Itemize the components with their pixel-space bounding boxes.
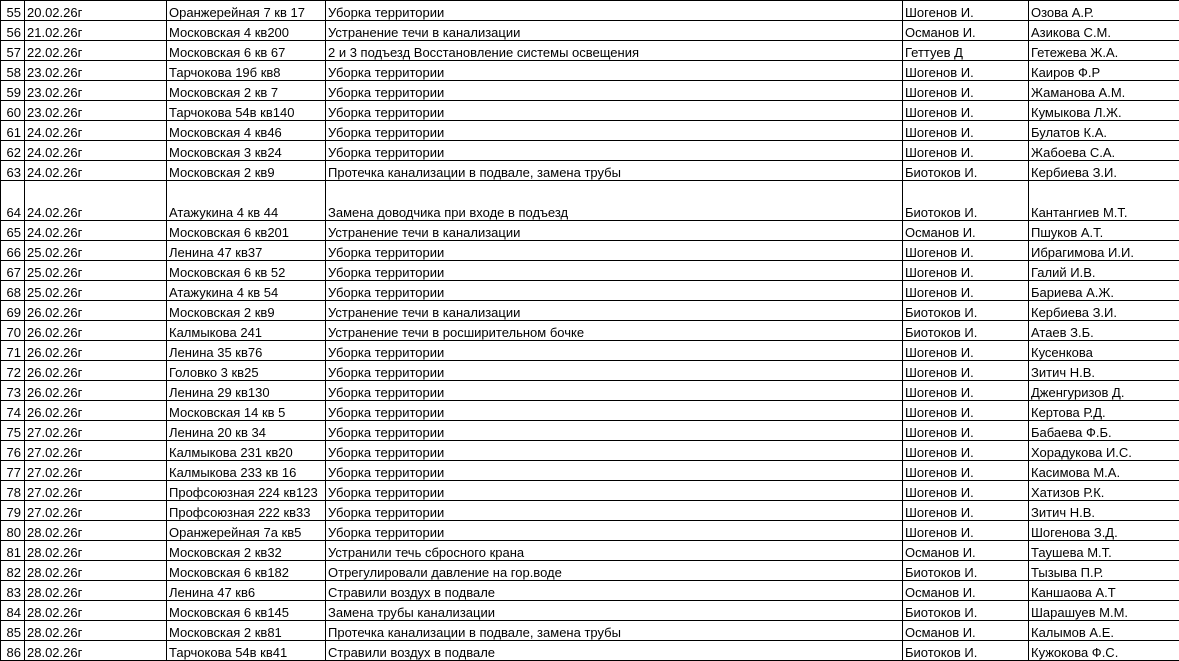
address-cell[interactable]: Атажукина 4 кв 44 [167, 181, 326, 221]
row-number-cell[interactable]: 55 [1, 1, 25, 21]
work-description-cell[interactable]: Уборка территории [326, 401, 903, 421]
executor-cell[interactable]: Шогенов И. [903, 61, 1029, 81]
row-number-cell[interactable]: 56 [1, 21, 25, 41]
date-cell[interactable]: 27.02.26г [25, 461, 167, 481]
work-description-cell[interactable]: Устранение течи в канализации [326, 221, 903, 241]
table-row [1, 121, 1179, 141]
date-cell[interactable]: 26.02.26г [25, 321, 167, 341]
resident-cell[interactable]: Калымов А.Е. [1029, 621, 1179, 641]
row-number-cell[interactable]: 62 [1, 141, 25, 161]
work-description-cell[interactable]: Уборка территории [326, 141, 903, 161]
row-number-cell[interactable]: 64 [1, 181, 25, 221]
table-row [1, 341, 1179, 361]
date-cell[interactable]: 28.02.26г [25, 541, 167, 561]
address-cell[interactable]: Ленина 29 кв130 [167, 381, 326, 401]
address-cell[interactable]: Оранжерейная 7а кв5 [167, 521, 326, 541]
date-cell[interactable]: 26.02.26г [25, 401, 167, 421]
row-number-cell[interactable]: 76 [1, 441, 25, 461]
executor-cell[interactable]: Биотоков И. [903, 161, 1029, 181]
executor-cell[interactable]: Османов И. [903, 581, 1029, 601]
address-cell[interactable]: Профсоюзная 222 кв33 [167, 501, 326, 521]
executor-cell[interactable]: Шогенов И. [903, 121, 1029, 141]
resident-cell[interactable]: Галий И.В. [1029, 261, 1179, 281]
executor-cell[interactable]: Биотоков И. [903, 301, 1029, 321]
work-description-cell[interactable]: Уборка территории [326, 461, 903, 481]
resident-cell[interactable]: Булатов К.А. [1029, 121, 1179, 141]
work-description-cell[interactable]: Замена трубы канализации [326, 601, 903, 621]
date-cell[interactable]: 27.02.26г [25, 481, 167, 501]
resident-cell[interactable]: Кертова Р.Д. [1029, 401, 1179, 421]
executor-cell[interactable]: Османов И. [903, 541, 1029, 561]
address-cell[interactable]: Московская 14 кв 5 [167, 401, 326, 421]
date-cell[interactable]: 21.02.26г [25, 21, 167, 41]
table-row [1, 561, 1179, 581]
work-description-cell[interactable]: Уборка территории [326, 421, 903, 441]
executor-cell[interactable]: Биотоков И. [903, 641, 1029, 661]
address-cell[interactable]: Тарчокова 54в кв140 [167, 101, 326, 121]
address-cell[interactable]: Московская 6 кв201 [167, 221, 326, 241]
row-number-cell[interactable]: 65 [1, 221, 25, 241]
row-number-cell[interactable]: 84 [1, 601, 25, 621]
address-cell[interactable]: Московская 2 кв9 [167, 301, 326, 321]
address-cell[interactable]: Московская 6 кв 67 [167, 41, 326, 61]
executor-cell[interactable]: Шогенов И. [903, 1, 1029, 21]
table-row [1, 101, 1179, 121]
address-cell[interactable]: Московская 3 кв24 [167, 141, 326, 161]
table-row [1, 501, 1179, 521]
date-cell[interactable]: 26.02.26г [25, 381, 167, 401]
work-description-cell[interactable]: Уборка территории [326, 261, 903, 281]
resident-cell[interactable]: Шарашуев М.М. [1029, 601, 1179, 621]
work-description-cell[interactable]: Замена доводчика при входе в подъезд [326, 181, 903, 221]
executor-cell[interactable]: Шогенов И. [903, 141, 1029, 161]
work-description-cell[interactable]: Стравили воздух в подвале [326, 581, 903, 601]
address-cell[interactable]: Московская 6 кв 52 [167, 261, 326, 281]
resident-cell[interactable]: Ибрагимова И.И. [1029, 241, 1179, 261]
executor-cell[interactable]: Шогенов И. [903, 441, 1029, 461]
executor-cell[interactable]: Шогенов И. [903, 241, 1029, 261]
row-number-cell[interactable]: 70 [1, 321, 25, 341]
resident-cell[interactable]: Зитич Н.В. [1029, 501, 1179, 521]
table-row [1, 81, 1179, 101]
table-row [1, 361, 1179, 381]
table-row [1, 521, 1179, 541]
work-description-cell[interactable]: Протечка канализации в подвале, замена трубы [326, 161, 903, 181]
table-row [1, 61, 1179, 81]
date-cell[interactable]: 24.02.26г [25, 221, 167, 241]
resident-cell[interactable]: Таушева М.Т. [1029, 541, 1179, 561]
resident-cell[interactable]: Кербиева З.И. [1029, 301, 1179, 321]
table-row [1, 241, 1179, 261]
executor-cell[interactable]: Шогенов И. [903, 501, 1029, 521]
row-number-cell[interactable]: 72 [1, 361, 25, 381]
address-cell[interactable]: Московская 2 кв9 [167, 161, 326, 181]
resident-cell[interactable]: Кумыкова Л.Ж. [1029, 101, 1179, 121]
row-number-cell[interactable]: 57 [1, 41, 25, 61]
table-row [1, 601, 1179, 621]
table-row [1, 221, 1179, 241]
executor-cell[interactable]: Шогенов И. [903, 341, 1029, 361]
address-cell[interactable]: Ленина 35 кв76 [167, 341, 326, 361]
table-row [1, 261, 1179, 281]
date-cell[interactable]: 28.02.26г [25, 581, 167, 601]
work-description-cell[interactable]: Устранение течи в канализации [326, 301, 903, 321]
date-cell[interactable]: 22.02.26г [25, 41, 167, 61]
date-cell[interactable]: 23.02.26г [25, 101, 167, 121]
date-cell[interactable]: 25.02.26г [25, 281, 167, 301]
address-cell[interactable]: Московская 6 кв182 [167, 561, 326, 581]
address-cell[interactable]: Московская 4 кв200 [167, 21, 326, 41]
row-number-cell[interactable]: 85 [1, 621, 25, 641]
work-description-cell[interactable]: Уборка территории [326, 281, 903, 301]
table-body [1, 1, 1179, 661]
address-cell[interactable]: Ленина 47 кв37 [167, 241, 326, 261]
table-row [1, 161, 1179, 181]
row-number-cell[interactable]: 81 [1, 541, 25, 561]
work-description-cell[interactable]: Уборка территории [326, 341, 903, 361]
executor-cell[interactable]: Геттуев Д [903, 41, 1029, 61]
work-description-cell[interactable]: Уборка территории [326, 381, 903, 401]
executor-cell[interactable]: Шогенов И. [903, 401, 1029, 421]
address-cell[interactable]: Атажукина 4 кв 54 [167, 281, 326, 301]
work-description-cell[interactable]: Уборка территории [326, 501, 903, 521]
row-number-cell[interactable]: 79 [1, 501, 25, 521]
row-number-cell[interactable]: 71 [1, 341, 25, 361]
work-description-cell[interactable]: Уборка территории [326, 481, 903, 501]
resident-cell[interactable]: Жаманова А.М. [1029, 81, 1179, 101]
resident-cell[interactable]: Жабоева С.А. [1029, 141, 1179, 161]
row-number-cell[interactable]: 59 [1, 81, 25, 101]
date-cell[interactable]: 28.02.26г [25, 521, 167, 541]
row-number-cell[interactable]: 74 [1, 401, 25, 421]
executor-cell[interactable]: Шогенов И. [903, 381, 1029, 401]
address-cell[interactable]: Калмыкова 231 кв20 [167, 441, 326, 461]
address-cell[interactable]: Оранжерейная 7 кв 17 [167, 1, 326, 21]
date-cell[interactable]: 25.02.26г [25, 261, 167, 281]
executor-cell[interactable]: Шогенов И. [903, 101, 1029, 121]
work-description-cell[interactable]: Уборка территории [326, 101, 903, 121]
table-row [1, 301, 1179, 321]
address-cell[interactable]: Тарчокова 54в кв41 [167, 641, 326, 661]
address-cell[interactable]: Московская 6 кв145 [167, 601, 326, 621]
row-number-cell[interactable]: 61 [1, 121, 25, 141]
row-number-cell[interactable]: 60 [1, 101, 25, 121]
work-description-cell[interactable]: Устранили течь сбросного крана [326, 541, 903, 561]
date-cell[interactable]: 20.02.26г [25, 1, 167, 21]
address-cell[interactable]: Московская 2 кв32 [167, 541, 326, 561]
work-description-cell[interactable]: Уборка территории [326, 361, 903, 381]
resident-cell[interactable]: Дженгуризов Д. [1029, 381, 1179, 401]
resident-cell[interactable]: Кантангиев М.Т. [1029, 181, 1179, 221]
resident-cell[interactable]: Каншаова А.Т [1029, 581, 1179, 601]
row-number-cell[interactable]: 63 [1, 161, 25, 181]
row-number-cell[interactable]: 58 [1, 61, 25, 81]
resident-cell[interactable]: Зитич Н.В. [1029, 361, 1179, 381]
date-cell[interactable]: 24.02.26г [25, 141, 167, 161]
resident-cell[interactable]: Тызыва П.Р. [1029, 561, 1179, 581]
date-cell[interactable]: 27.02.26г [25, 421, 167, 441]
date-cell[interactable]: 28.02.26г [25, 641, 167, 661]
address-cell[interactable]: Калмыкова 233 кв 16 [167, 461, 326, 481]
work-description-cell[interactable]: Протечка канализации в подвале, замена трубы [326, 621, 903, 641]
resident-cell[interactable]: Кужокова Ф.С. [1029, 641, 1179, 661]
executor-cell[interactable]: Биотоков И. [903, 321, 1029, 341]
executor-cell[interactable]: Шогенов И. [903, 461, 1029, 481]
table-row [1, 641, 1179, 661]
executor-cell[interactable]: Шогенов И. [903, 281, 1029, 301]
date-cell[interactable]: 27.02.26г [25, 441, 167, 461]
address-cell[interactable]: Московская 2 кв 7 [167, 81, 326, 101]
work-description-cell[interactable]: Стравили воздух в подвале [326, 641, 903, 661]
table-row [1, 461, 1179, 481]
work-description-cell[interactable]: Уборка территории [326, 121, 903, 141]
date-cell[interactable]: 27.02.26г [25, 501, 167, 521]
resident-cell[interactable]: Гетежева Ж.А. [1029, 41, 1179, 61]
executor-cell[interactable]: Шогенов И. [903, 481, 1029, 501]
work-description-cell[interactable]: 2 и 3 подъезд Восстановление системы освещения [326, 41, 903, 61]
date-cell[interactable]: 28.02.26г [25, 601, 167, 621]
address-cell[interactable]: Московская 4 кв46 [167, 121, 326, 141]
work-description-cell[interactable]: Уборка территории [326, 61, 903, 81]
row-number-cell[interactable]: 78 [1, 481, 25, 501]
date-cell[interactable]: 23.02.26г [25, 81, 167, 101]
executor-cell[interactable]: Шогенов И. [903, 261, 1029, 281]
resident-cell[interactable]: Шогенова З.Д. [1029, 521, 1179, 541]
executor-cell[interactable]: Шогенов И. [903, 521, 1029, 541]
row-number-cell[interactable]: 86 [1, 641, 25, 661]
resident-cell[interactable]: Хорадукова И.С. [1029, 441, 1179, 461]
work-description-cell[interactable]: Уборка территории [326, 81, 903, 101]
resident-cell[interactable]: Каиров Ф.Р [1029, 61, 1179, 81]
executor-cell[interactable]: Биотоков И. [903, 561, 1029, 581]
date-cell[interactable]: 24.02.26г [25, 121, 167, 141]
resident-cell[interactable]: Касимова М.А. [1029, 461, 1179, 481]
row-number-cell[interactable]: 80 [1, 521, 25, 541]
executor-cell[interactable]: Биотоков И. [903, 181, 1029, 221]
executor-cell[interactable]: Шогенов И. [903, 81, 1029, 101]
date-cell[interactable]: 23.02.26г [25, 61, 167, 81]
table-row [1, 421, 1179, 441]
row-number-cell[interactable]: 69 [1, 301, 25, 321]
date-cell[interactable]: 28.02.26г [25, 561, 167, 581]
row-number-cell[interactable]: 66 [1, 241, 25, 261]
table-row [1, 321, 1179, 341]
work-description-cell[interactable]: Устранение течи в канализации [326, 21, 903, 41]
address-cell[interactable]: Ленина 47 кв6 [167, 581, 326, 601]
resident-cell[interactable]: Кербиева З.И. [1029, 161, 1179, 181]
address-cell[interactable]: Московская 2 кв81 [167, 621, 326, 641]
resident-cell[interactable]: Азикова С.М. [1029, 21, 1179, 41]
work-description-cell[interactable]: Устранение течи в росширительном бочке [326, 321, 903, 341]
row-number-cell[interactable]: 83 [1, 581, 25, 601]
resident-cell[interactable]: Бариева А.Ж. [1029, 281, 1179, 301]
table-row [1, 441, 1179, 461]
resident-cell[interactable]: Бабаева Ф.Б. [1029, 421, 1179, 441]
executor-cell[interactable]: Шогенов И. [903, 361, 1029, 381]
table-row [1, 281, 1179, 301]
work-description-cell[interactable]: Уборка территории [326, 521, 903, 541]
row-number-cell[interactable]: 75 [1, 421, 25, 441]
table-row [1, 1, 1179, 21]
table-row [1, 581, 1179, 601]
date-cell[interactable]: 26.02.26г [25, 361, 167, 381]
table-row [1, 41, 1179, 61]
row-number-cell[interactable]: 67 [1, 261, 25, 281]
work-description-cell[interactable]: Уборка территории [326, 241, 903, 261]
row-number-cell[interactable]: 82 [1, 561, 25, 581]
date-cell[interactable]: 26.02.26г [25, 301, 167, 321]
work-description-cell[interactable]: Уборка территории [326, 1, 903, 21]
address-cell[interactable]: Калмыкова 241 [167, 321, 326, 341]
table-row [1, 401, 1179, 421]
date-cell[interactable]: 28.02.26г [25, 621, 167, 641]
row-number-cell[interactable]: 68 [1, 281, 25, 301]
date-cell[interactable]: 24.02.26г [25, 161, 167, 181]
address-cell[interactable]: Ленина 20 кв 34 [167, 421, 326, 441]
resident-cell[interactable]: Кусенкова [1029, 341, 1179, 361]
table-row [1, 541, 1179, 561]
row-number-cell[interactable]: 77 [1, 461, 25, 481]
executor-cell[interactable]: Османов И. [903, 21, 1029, 41]
work-description-cell[interactable]: Отрегулировали давление на гор.воде [326, 561, 903, 581]
table-row [1, 181, 1179, 221]
address-cell[interactable]: Профсоюзная 224 кв123 [167, 481, 326, 501]
resident-cell[interactable]: Атаев З.Б. [1029, 321, 1179, 341]
table-row [1, 621, 1179, 641]
table-row [1, 21, 1179, 41]
date-cell[interactable]: 26.02.26г [25, 341, 167, 361]
executor-cell[interactable]: Османов И. [903, 621, 1029, 641]
executor-cell[interactable]: Биотоков И. [903, 601, 1029, 621]
address-cell[interactable]: Головко 3 кв25 [167, 361, 326, 381]
date-cell[interactable]: 24.02.26г [25, 181, 167, 221]
address-cell[interactable]: Тарчокова 19б кв8 [167, 61, 326, 81]
table-row [1, 141, 1179, 161]
row-number-cell[interactable]: 73 [1, 381, 25, 401]
resident-cell[interactable]: Хатизов Р.К. [1029, 481, 1179, 501]
table-row [1, 381, 1179, 401]
resident-cell[interactable]: Пшуков А.Т. [1029, 221, 1179, 241]
executor-cell[interactable]: Шогенов И. [903, 421, 1029, 441]
date-cell[interactable]: 25.02.26г [25, 241, 167, 261]
table-row [1, 481, 1179, 501]
resident-cell[interactable]: Озова А.Р. [1029, 1, 1179, 21]
executor-cell[interactable]: Османов И. [903, 221, 1029, 241]
work-description-cell[interactable]: Уборка территории [326, 441, 903, 461]
